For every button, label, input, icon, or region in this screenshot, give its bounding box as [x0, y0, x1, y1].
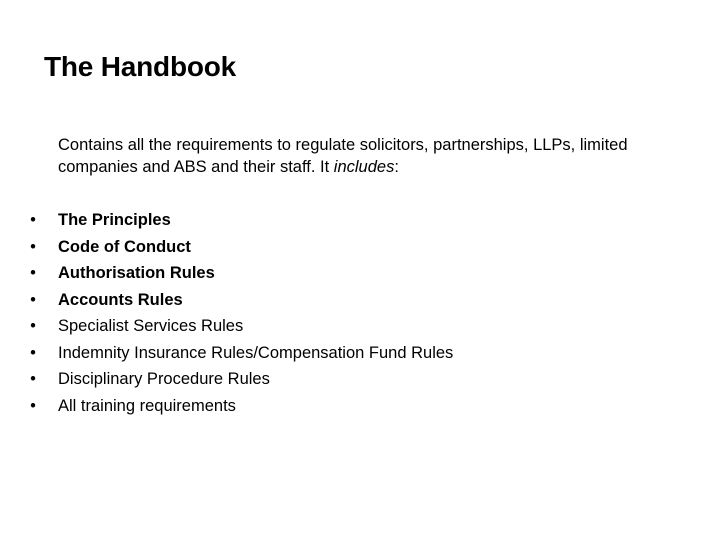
list-item-label: All training requirements	[58, 396, 236, 415]
bullet-icon: •	[30, 290, 36, 309]
list-item-all-training-requirements	[27, 393, 453, 420]
bullet-icon: •	[30, 264, 36, 282]
list-item-label: Accounts Rules	[58, 290, 183, 309]
intro-text-end: :	[394, 158, 399, 176]
list-item-code-of-conduct	[27, 234, 453, 261]
list-item-specialist-services-rules	[27, 313, 453, 340]
bullet-icon: •	[30, 370, 36, 388]
list-item-disciplinary-procedure-rules	[27, 366, 453, 393]
intro-emphasis: includes	[333, 158, 395, 176]
bullet-icon: •	[30, 211, 36, 229]
intro-text: Contains all the requirements to regulate solicitors, partnerships, LLPs, limited companies and ABS and their staff. It	[58, 136, 628, 176]
list-item-the-principles	[27, 207, 453, 234]
bullet-icon: •	[30, 317, 36, 335]
slide-title: The Handbook	[44, 51, 237, 82]
handbook-contents-list	[27, 207, 453, 419]
bullet-icon: •	[30, 237, 36, 256]
list-item-label: The Principles	[58, 211, 171, 229]
bullet-icon: •	[30, 396, 36, 415]
list-item-authorisation-rules	[27, 260, 453, 287]
list-item-label: Indemnity Insurance Rules/Compensation Fund Rules	[58, 343, 454, 362]
list-item-label: Authorisation Rules	[58, 264, 215, 282]
intro-paragraph	[58, 134, 678, 178]
list-item-label: Code of Conduct	[58, 237, 191, 256]
bullet-icon: •	[30, 343, 36, 362]
list-item-indemnity-insurance-rules	[27, 340, 453, 367]
list-item-label: Disciplinary Procedure Rules	[58, 370, 270, 388]
list-item-accounts-rules	[27, 287, 453, 314]
list-item-label: Specialist Services Rules	[58, 317, 244, 335]
